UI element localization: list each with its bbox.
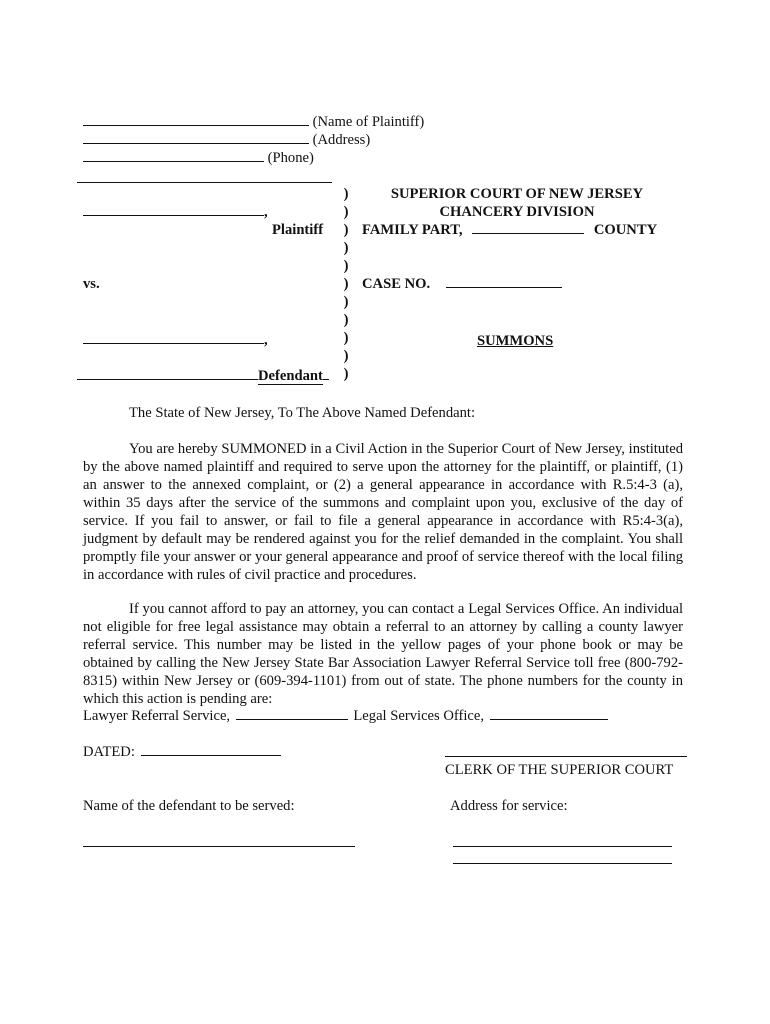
dated-label: DATED: (83, 744, 135, 760)
lawyer-referral-label: Lawyer Referral Service, (83, 708, 231, 724)
caption-defendant-label: Defendant (258, 368, 323, 384)
caption-plaintiff-row (83, 203, 268, 221)
county-blank[interactable] (472, 221, 584, 234)
lawyer-referral-blank[interactable] (236, 707, 348, 720)
plaintiff-phone-label: (Phone) (267, 150, 314, 166)
family-part-label: FAMILY PART, (362, 222, 463, 238)
dated-blank[interactable] (141, 743, 281, 756)
service-address-blank-1[interactable] (453, 846, 672, 847)
plaintiff-address-blank[interactable] (83, 131, 309, 144)
caption-defendant-comma: , (264, 332, 268, 348)
family-part-row (362, 221, 657, 239)
caption-paren: ) (343, 330, 349, 346)
document-title: SUMMONS (477, 333, 554, 349)
caption-defendant-row (83, 331, 268, 349)
plaintiff-phone-row (83, 149, 314, 167)
legal-services-label: Legal Services Office, (353, 708, 485, 724)
clerk-label: CLERK OF THE SUPERIOR COURT (445, 762, 674, 778)
summons-paragraph (83, 440, 683, 584)
case-no-row (362, 275, 562, 293)
service-address-blank-2[interactable] (453, 863, 672, 864)
caption-paren: ) (343, 312, 349, 328)
caption-paren: ) (343, 258, 349, 274)
caption-paren: ) (343, 348, 349, 364)
legal-services-paragraph (83, 600, 683, 708)
plaintiff-name-label: (Name of Plaintiff) (312, 114, 425, 130)
plaintiff-name-blank[interactable] (83, 113, 309, 126)
plaintiff-address-row (83, 131, 370, 149)
caption-paren: ) (343, 222, 349, 238)
salutation: The State of New Jersey, To The Above Named Defendant: (129, 405, 476, 421)
caption-defendant-underline (77, 367, 258, 380)
county-label: COUNTY (593, 222, 658, 238)
clerk-signature-line[interactable] (445, 756, 687, 757)
caption-defendant-row-2 (77, 367, 329, 385)
court-name: SUPERIOR COURT OF NEW JERSEY (390, 186, 644, 202)
caption-paren: ) (343, 186, 349, 202)
legal-services-paragraph-text: If you cannot afford to pay an attorney, you can contact a Legal Services Office. An individual not eligible for free legal assistance may obtain a referral to an attorney by calling a county lawyer referral service. This number may be listed in the yellow pages of your phone book or may be obtained by calling the New Jersey State Bar Association Lawyer Referral Service toll free (800-792-8315) within New Jersey or (609-394-1101) from out of state. The phone numbers for the county in which this action is pending are: (83, 601, 683, 707)
caption-top-rule (77, 182, 332, 183)
dated-row (83, 743, 281, 761)
case-no-blank[interactable] (446, 275, 562, 288)
plaintiff-phone-blank[interactable] (83, 149, 264, 162)
referral-numbers-row (83, 707, 608, 725)
case-no-label: CASE NO. (362, 276, 431, 292)
legal-services-blank[interactable] (490, 707, 608, 720)
caption-plaintiff-comma: , (264, 204, 268, 220)
plaintiff-name-row (83, 113, 424, 131)
caption-paren: ) (343, 240, 349, 256)
summons-paragraph-text: You are hereby SUMMONED in a Civil Action in the Superior Court of New Jersey, instituted by the above named plaintiff and required to serve upon the attorney for the plaintiff, or plaintiff, (1) an answer to the annexed complaint, or (2) a general appearance in accordance with R.5:4-3 (a), within 35 days after the service of the summons and complaint upon you, exclusive of the day of service. If you fail to answer, or fail to file a general appearance in accordance with R5:4-3(a), judgment by default may be rendered against you for the relief demanded in the complaint. You shall promptly file your answer or your general appearance and proof of service thereof with the local filing in accordance with rules of civil practice and procedures. (83, 441, 683, 583)
caption-paren: ) (343, 366, 349, 382)
defendant-name-blank[interactable] (83, 846, 355, 847)
defendant-name-label: Name of the defendant to be served: (83, 798, 295, 814)
caption-paren: ) (343, 204, 349, 220)
plaintiff-address-label: (Address) (312, 132, 371, 148)
caption-plaintiff-label: Plaintiff (272, 222, 324, 238)
caption-defendant-blank[interactable] (83, 331, 264, 344)
caption-paren: ) (343, 276, 349, 292)
service-address-label: Address for service: (450, 798, 568, 814)
court-division: CHANCERY DIVISION (439, 204, 595, 220)
caption-vs: vs. (83, 276, 100, 292)
caption-paren: ) (343, 294, 349, 310)
caption-plaintiff-blank[interactable] (83, 203, 264, 216)
